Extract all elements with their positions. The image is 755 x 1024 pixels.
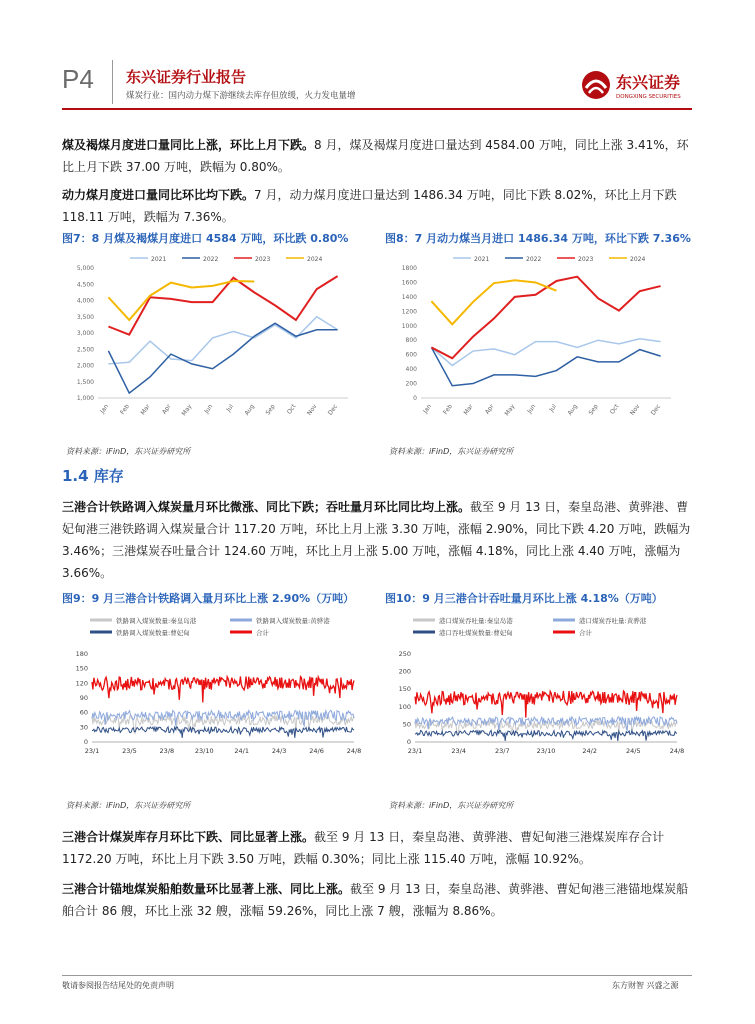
legend-label: 铁路调入煤炭数量:黄骅港 (256, 617, 330, 625)
source-note: 资料来源：iFinD，东兴证券研究所 (66, 801, 191, 810)
legend-label: 2024 (630, 256, 646, 263)
source-note: 资料来源：iFinD，东兴证券研究所 (389, 447, 514, 456)
y-tick-label: 5,000 (76, 265, 94, 272)
logo-mark-icon (582, 71, 610, 99)
source-note: 资料来源：iFinD，东兴证券研究所 (66, 447, 191, 456)
series-line-2023 (431, 277, 660, 359)
x-tick-label: 24/5 (626, 747, 641, 755)
x-tick-label: 23/1 (84, 747, 100, 755)
y-tick-label: 100 (398, 702, 411, 711)
x-tick-label: Sep (264, 403, 277, 417)
x-tick-label: Dec (649, 403, 663, 417)
x-tick-label: 24/8 (669, 747, 685, 755)
y-tick-label: 3,500 (76, 313, 94, 321)
series-line-2022 (108, 323, 337, 393)
y-tick-label: 2,500 (76, 346, 94, 354)
paragraph-lead: 三港合计锚地煤炭船舶数量环比显著上涨、同比上涨。 (62, 882, 351, 896)
series-line-铁路调入煤炭数量:曹妃甸 (92, 727, 354, 738)
x-tick-label: Jan (99, 403, 111, 415)
y-tick-label: 60 (79, 708, 88, 717)
x-tick-label: May (180, 403, 194, 418)
x-tick-label: Apr (160, 403, 173, 416)
logo-text: 东兴证券 (616, 73, 681, 92)
x-tick-label: Apr (483, 403, 496, 416)
figure-7-title: 图7：8 月煤及褐煤月度进口 4584 万吨，环比跌 0.80% (62, 232, 349, 245)
y-tick-label: 50 (402, 720, 411, 729)
paragraph-lead: 动力煤月度进口量同比环比均下跌。 (62, 188, 255, 202)
header-rule (62, 108, 692, 110)
legend-label: 铁路调入煤炭数量:秦皇岛港 (116, 617, 197, 625)
paragraph-body: 7 月，动力煤月度进口量达到 1486.34 万吨，同比下跌 8.02%，环比上月下跌 118.11 万吨，跌幅为 7.36%。 (62, 188, 677, 224)
series-line-港口吞吐煤炭数量:曹妃甸 (415, 730, 677, 741)
x-tick-label: 24/8 (346, 747, 362, 755)
paragraph-lead: 三港合计铁路调入煤炭量月环比微涨、同比下跌；吞吐量月环比同比均上涨。 (62, 500, 471, 514)
section-heading: 1.4 库存 (62, 467, 124, 485)
x-tick-label: 23/1 (407, 747, 423, 755)
y-tick-label: 4,500 (76, 281, 94, 289)
legend-label: 港口煤炭吞吐量:秦皇岛港 (439, 617, 513, 625)
x-tick-label: Oct (608, 403, 621, 416)
legend-label: 合计 (579, 629, 592, 637)
paragraph-thermal-import (62, 184, 694, 228)
y-tick-label: 1,500 (76, 378, 94, 386)
series-line-2022 (431, 347, 660, 385)
figure-8-title: 图8：7 月动力煤当月进口 1486.34 万吨，环比下跌 7.36% (385, 232, 691, 245)
y-tick-label: 600 (405, 351, 417, 359)
legend-label: 2022 (203, 256, 219, 263)
figure-9-chart (62, 610, 362, 770)
legend-label: 2024 (307, 256, 323, 263)
x-tick-label: Jun (526, 403, 538, 415)
y-tick-label: 150 (75, 664, 88, 673)
y-tick-label: 1600 (401, 279, 417, 287)
paragraph-coal-import (62, 134, 694, 178)
y-tick-label: 0 (406, 738, 411, 746)
x-tick-label: 23/10 (194, 747, 214, 755)
report-title: 东兴证券行业报告 (126, 68, 247, 86)
y-tick-label: 3,000 (76, 330, 94, 337)
y-tick-label: 250 (398, 650, 411, 658)
footer-rule (62, 975, 692, 976)
paragraph-body: 截至 9 月 13 日，秦皇岛港、黄骅港、曹妃甸港三港铁路调入煤炭量合计 117.20 万吨，环比上月上涨 3.30 万吨，涨幅 2.90%，同比下跌 4.20 万吨，跌幅为 3.46%；三港煤炭吞吐量合计 124.60 万吨，环比上月上涨 5.00 万吨，涨幅 4.18%，同比上涨 4.40 万吨，涨幅为 3.66%。 (62, 500, 691, 580)
x-tick-label: Dec (326, 403, 340, 417)
x-tick-label: Feb (119, 403, 131, 416)
x-tick-label: Nov (305, 403, 319, 417)
legend-label: 合计 (256, 629, 269, 637)
paragraph-body: 8 月，煤及褐煤月度进口量达到 4584.00 万吨，同比上涨 3.41%，环比上月下跌 37.00 万吨，跌幅为 0.80%。 (62, 138, 689, 174)
x-tick-label: 24/3 (271, 747, 287, 755)
x-tick-label: 24/2 (582, 747, 597, 755)
paragraph-body: 截至 9 月 13 日，秦皇岛港、黄骅港、曹妃甸港三港煤炭库存合计 1172.20 万吨，环比上月下跌 3.50 万吨，跌幅 0.30%；同比上涨 115.40 万吨，涨幅 10.92%。 (62, 830, 665, 866)
legend-label: 铁路调入煤炭数量:曹妃甸 (116, 629, 190, 637)
y-tick-label: 400 (405, 366, 417, 374)
paragraph-lead: 煤及褐煤月度进口量同比上涨，环比上月下跌。 (62, 138, 315, 152)
page-number: P4 (62, 64, 94, 94)
y-tick-label: 1400 (401, 293, 417, 301)
y-tick-label: 0 (83, 738, 88, 746)
paragraph-lead: 三港合计煤炭库存月环比下跌、同比显著上涨。 (62, 830, 315, 844)
y-tick-label: 1800 (401, 265, 417, 272)
x-tick-label: 24/1 (234, 747, 250, 755)
x-tick-label: Nov (628, 403, 642, 417)
x-tick-label: 23/4 (451, 747, 466, 755)
x-tick-label: Aug (243, 403, 256, 417)
x-tick-label: 23/7 (495, 747, 510, 755)
y-tick-label: 200 (405, 380, 417, 388)
legend-label: 2023 (578, 256, 594, 263)
y-tick-label: 1200 (401, 308, 417, 316)
source-note: 资料来源：iFinD，东兴证券研究所 (389, 801, 514, 810)
y-tick-label: 1000 (401, 322, 417, 330)
legend-label: 2021 (151, 256, 167, 263)
legend-label: 2022 (526, 256, 542, 263)
y-tick-label: 120 (75, 679, 88, 688)
x-tick-label: Mar (462, 403, 475, 417)
paragraph-anchorage-ships (62, 878, 694, 922)
x-tick-label: Mar (139, 403, 152, 417)
figure-7-chart (62, 250, 362, 435)
x-tick-label: 24/6 (309, 747, 324, 755)
y-tick-label: 200 (398, 667, 411, 676)
company-logo (580, 68, 700, 104)
y-tick-label: 150 (398, 685, 411, 694)
paragraph-body: 截至 9 月 13 日，秦皇岛港、黄骅港、曹妃甸港三港锚地煤炭船舶合计 86 艘，环比上涨 32 艘，涨幅 59.26%，同比上涨 7 艘，涨幅为 8.86%。 (62, 882, 689, 918)
x-tick-label: Aug (566, 403, 579, 417)
x-tick-label: Jan (422, 403, 434, 415)
footer-slogan: 东方财智 兴盛之源 (612, 981, 679, 990)
x-tick-label: May (503, 403, 517, 418)
series-line-合计 (92, 677, 354, 703)
figure-8-chart (385, 250, 685, 435)
footer-disclaimer: 敬请参阅报告结尾处的免责声明 (62, 981, 174, 990)
paragraph-port-inventory (62, 826, 694, 870)
y-tick-label: 30 (79, 723, 88, 732)
x-tick-label: Jun (203, 403, 215, 415)
paragraph-port-rail (62, 496, 694, 584)
y-tick-label: 180 (75, 650, 88, 658)
legend-label: 2021 (474, 256, 490, 263)
header-divider (112, 60, 113, 104)
x-tick-label: Jul (548, 403, 559, 414)
y-tick-label: 800 (405, 337, 417, 345)
figure-10-chart (385, 610, 685, 770)
x-tick-label: 23/5 (122, 747, 137, 755)
series-line-合计 (415, 691, 677, 718)
figure-9-title: 图9：9 月三港合计铁路调入量月环比上涨 2.90%（万吨） (62, 592, 355, 605)
series-line-2021 (108, 317, 337, 364)
logo-subtext: DONGXING SECURITIES (616, 94, 681, 100)
report-subtitle: 煤炭行业：国内动力煤下游继续去库存但放缓，火力发电量增 (126, 91, 356, 101)
x-tick-label: 23/8 (159, 747, 175, 755)
x-tick-label: Jul (225, 403, 236, 414)
x-tick-label: Oct (285, 403, 298, 416)
legend-label: 2023 (255, 256, 271, 263)
y-tick-label: 4,000 (76, 297, 94, 305)
y-tick-label: 2,000 (76, 362, 94, 370)
y-tick-label: 1,000 (76, 395, 94, 402)
legend-label: 港口煤炭吞吐量:黄骅港 (579, 617, 647, 625)
x-tick-label: 23/10 (536, 747, 556, 755)
x-tick-label: Feb (442, 403, 454, 416)
y-tick-label: 0 (413, 395, 417, 402)
figure-10-title: 图10：9 月三港合计吞吐量月环比上涨 4.18%（万吨） (385, 592, 663, 605)
y-tick-label: 90 (79, 694, 88, 702)
x-tick-label: Sep (587, 403, 600, 417)
legend-label: 港口吞吐煤炭数量:曹妃甸 (439, 629, 513, 637)
